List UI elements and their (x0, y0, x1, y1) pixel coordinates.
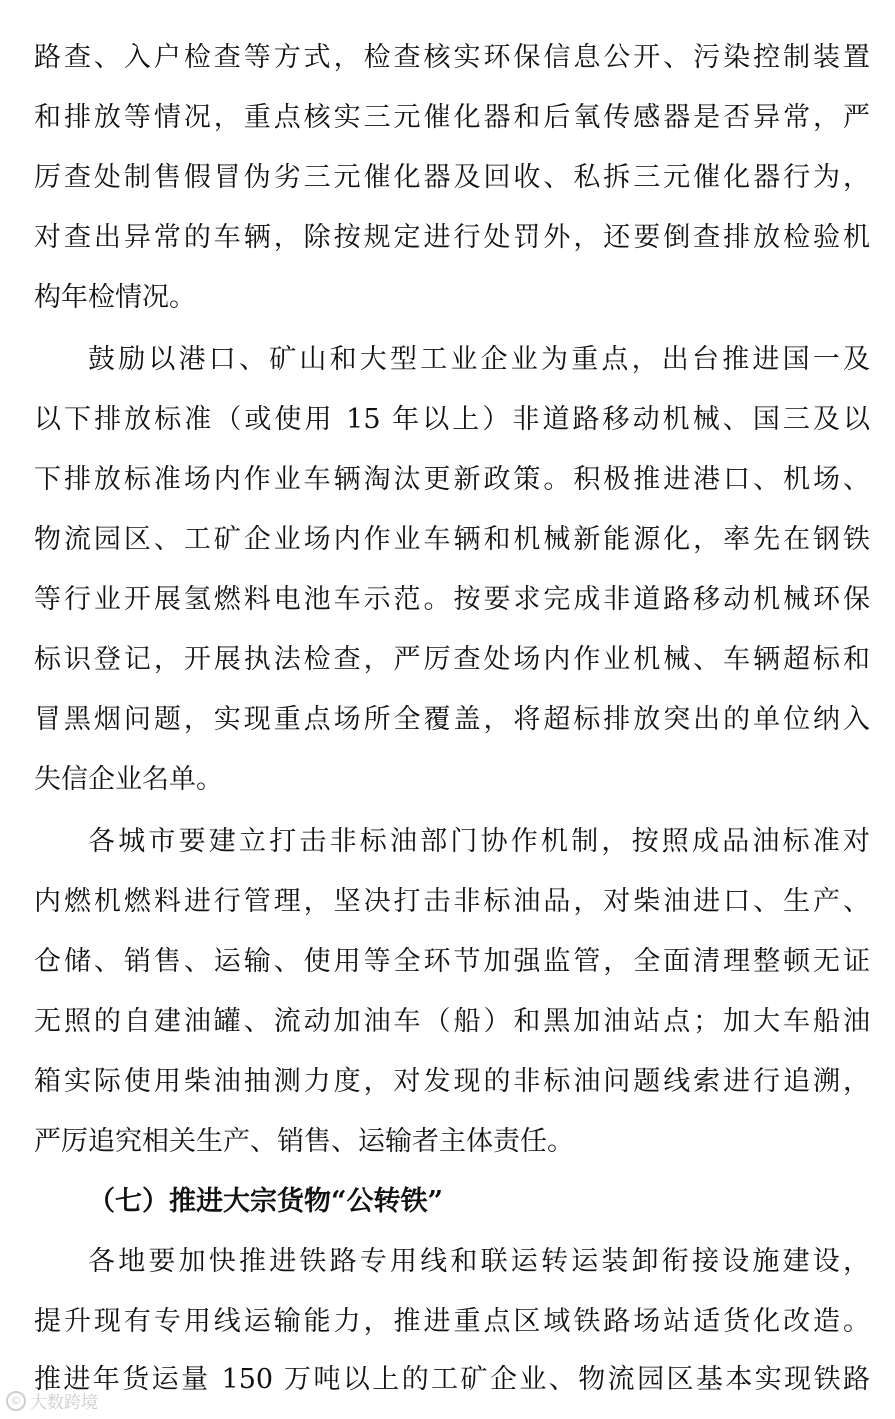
paragraph-first-line: 鼓励以港口、矿山和大型工业企业为重点，出台推进国一及 (88, 344, 870, 375)
text-line: 以下排放标准（或使用 15 年以上）非道路移动机械、国三及以 (34, 404, 870, 435)
text-line: 仓储、销售、运输、使用等全环节加强监管，全面清理整顿无证 (34, 946, 870, 977)
section-heading: （七）推进大宗货物“公转铁” (88, 1186, 444, 1217)
text-line: 厉查处制售假冒伪劣三元催化器及回收、私拆三元催化器行为， (34, 162, 870, 193)
text-line: 对查出异常的车辆，除按规定进行处罚外，还要倒查排放检验机 (34, 222, 870, 253)
text-line: 路查、入户检查等方式，检查核实环保信息公开、污染控制装置 (34, 42, 870, 73)
paragraph-first-line: 各城市要建立打击非标油部门协作机制，按照成品油标准对 (88, 826, 870, 857)
watermark-text: 大数跨境 (30, 1393, 98, 1413)
paragraph-first-line: 各地要加快推进铁路专用线和联运转运装卸衔接设施建设， (88, 1246, 870, 1277)
text-line: 构年检情况。 (34, 282, 196, 313)
text-line: 标识登记，开展执法检查，严厉查处场内作业机械、车辆超标和 (34, 644, 870, 675)
text-line: 箱实际使用柴油抽测力度，对发现的非标油问题线索进行追溯， (34, 1066, 870, 1097)
text-line: 内燃机燃料进行管理，坚决打击非标油品，对柴油进口、生产、 (34, 886, 870, 917)
text-line: 冒黑烟问题，实现重点场所全覆盖，将超标排放突出的单位纳入 (34, 704, 870, 735)
text-line: 推进年货运量 150 万吨以上的工矿企业、物流园区基本实现铁路 (34, 1364, 870, 1395)
text-line: 提升现有专用线运输能力，推进重点区域铁路场站适货化改造。 (34, 1306, 870, 1337)
text-line: 严厉追究相关生产、销售、运输者主体责任。 (34, 1126, 574, 1157)
text-line: 下排放标准场内作业车辆淘汰更新政策。积极推进港口、机场、 (34, 464, 870, 495)
text-line: 和排放等情况，重点核实三元催化器和后氧传感器是否异常，严 (34, 102, 870, 133)
text-line: 失信企业名单。 (34, 764, 223, 795)
watermark-logo-icon: © (6, 1391, 26, 1411)
text-line: 无照的自建油罐、流动加油车（船）和黑加油站点；加大车船油 (34, 1006, 870, 1037)
watermark (6, 1388, 98, 1413)
text-line: 等行业开展氢燃料电池车示范。按要求完成非道路移动机械环保 (34, 584, 870, 615)
text-line: 物流园区、工矿企业场内作业车辆和机械新能源化，率先在钢铁 (34, 524, 870, 555)
